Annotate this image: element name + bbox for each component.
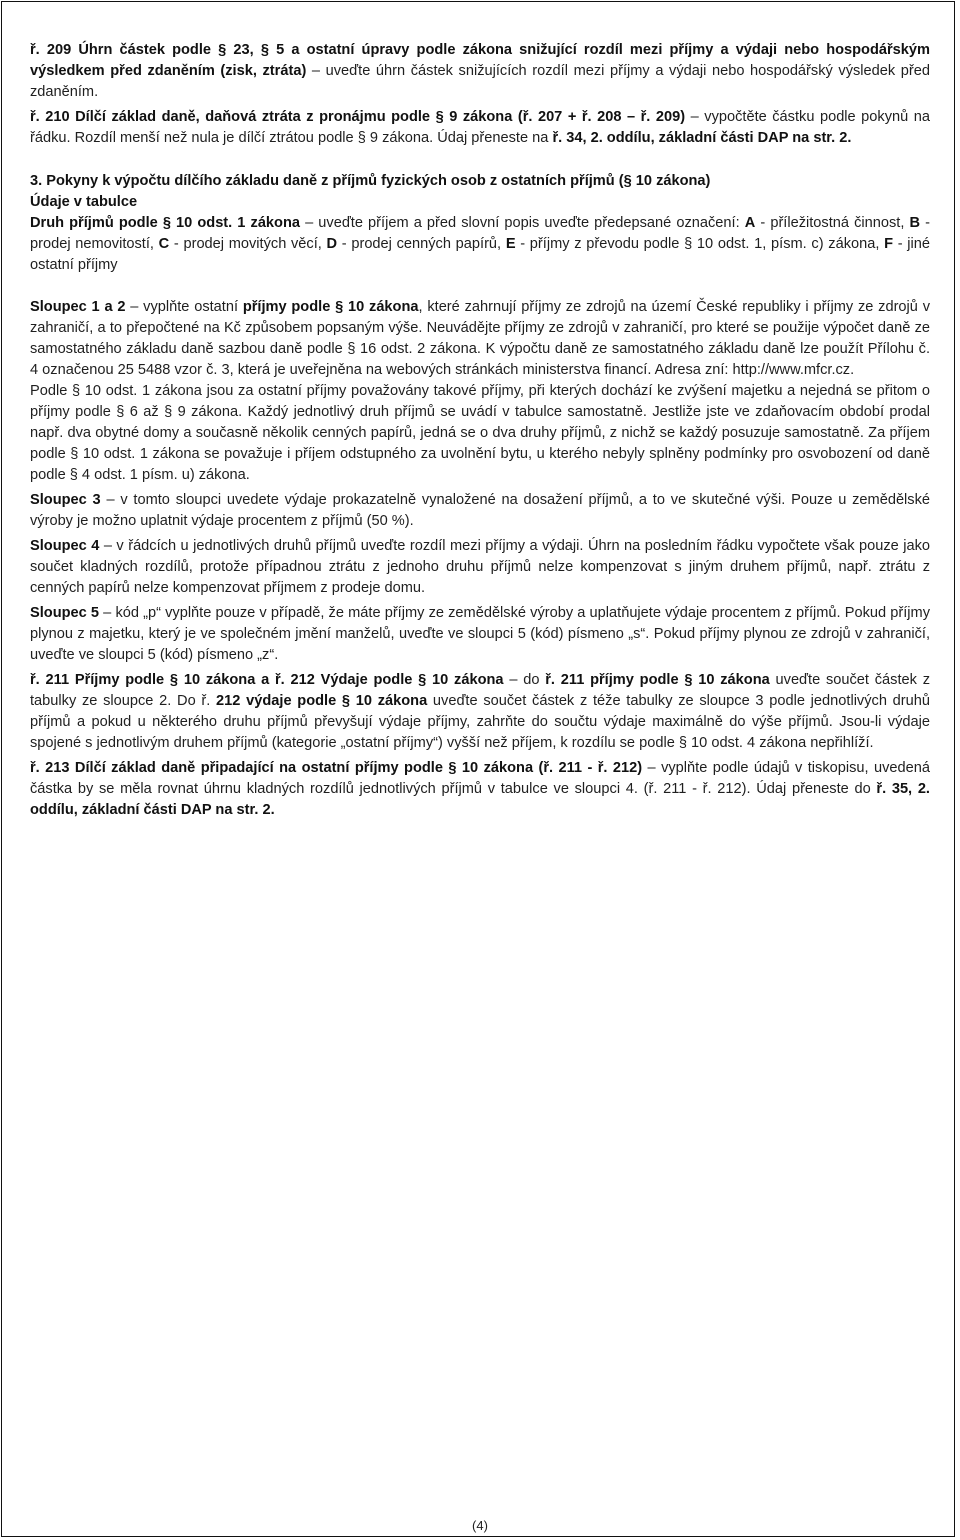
paragraph-sloupec-1-2 — [30, 297, 930, 381]
text-run: – v tomto sloupci uvedete výdaje prokazatelně vynaložené na dosažení příjmů, a to ve skutečné výši. Pouze u zemědělské výroby je možno uplatnit výdaje procentem z příjmů (50 %). — [30, 492, 931, 529]
bold-text: Sloupec 5 — [30, 605, 100, 621]
bold-text: ř. 210 Dílčí základ daně, daňová ztráta z pronájmu podle § 9 zákona (ř. 207 + ř. 208 – ř. 209) — [30, 109, 686, 125]
text-run: – vyplňte podle údajů v tiskopisu, uvedená částka by se měla rovnat úhrnu kladných rozdílů jednotlivých příjmů v tabulce ve sloupci 4. (ř. 211 - ř. 212). Údaj přeneste do — [30, 760, 930, 797]
bold-text: ř. 211 příjmy podle § 10 zákona — [545, 672, 770, 688]
text-run: - prodej nemovitostí, — [30, 215, 930, 252]
paragraph-podle-10-odst-1 — [30, 381, 930, 486]
paragraph-sloupec-3 — [30, 490, 930, 532]
bold-text: příjmy podle § 10 zákona — [242, 299, 419, 315]
paragraph-row-210 — [30, 107, 930, 149]
paragraph-row-211-212 — [30, 670, 930, 754]
text-run: uveďte součet částek z tabulky ze sloupce 2. Do ř. — [30, 672, 931, 709]
text-run: - prodej movitých věcí, — [169, 236, 327, 252]
text-run: uveďte součet částek z téže tabulky ze sloupce 3 podle jednotlivých druhů příjmů a pokud u některého druhu příjmů převyšují výdaje příjmy, zahrňte do součtu výdaje maximálně do výše příjmů. Jsou-li výdaje spojené s jednotlivým druhem příjmů (kategorie „ostatní příjmy“) vyšší než příjem, k rozdílu se podle § 10 odst. 4 zákona nepřihlíží. — [30, 693, 930, 751]
bold-text: Sloupec 4 — [30, 538, 100, 554]
text-run: – do — [503, 672, 546, 688]
bold-text: E — [505, 236, 516, 252]
bold-text: Druh příjmů podle § 10 odst. 1 zákona — [30, 215, 300, 231]
bold-text: F — [884, 236, 894, 252]
bold-text: ř. 35, 2. oddílu, základní části DAP na str. 2. — [30, 781, 930, 818]
bold-text: B — [909, 215, 921, 231]
text-run: – uveďte příjem a před slovní popis uveďte předepsané označení: — [300, 215, 745, 231]
paragraph-row-213 — [30, 758, 930, 821]
bold-text: A — [744, 215, 756, 231]
paragraph-sloupec-5 — [30, 603, 930, 666]
text-run: - příjmy z převodu podle § 10 odst. 1, písm. c) zákona, — [515, 236, 885, 252]
text-run: Podle § 10 odst. 1 zákona jsou za ostatní příjmy považovány takové příjmy, při kterých dochází ke zvýšení majetku a nejedná se přitom o příjmy podle § 6 až § 9 zákona. Každý jednotlivý druh příjmů se uvádí v tabulce samostatně. Jestliže jste ve zdaňovacím období prodal např. dva obytné domy a současně několik cenných papírů, jedná se o dva druhy příjmů, z nichž se každý posuzuje samostatně. Za příjem podle § 10 odst. 1 zákona se považuje i příjem odstupného za uvolnění bytu, u kterého nebyly splněny podmínky pro osvobození od daně podle § 4 odst. 1 písm. u) zákona. — [30, 383, 930, 483]
text-run: - prodej cenných papírů, — [337, 236, 506, 252]
text-run: - jiné ostatní příjmy — [30, 236, 930, 273]
page-number: (4) — [472, 1518, 488, 1533]
text-run: – vyplňte ostatní — [125, 299, 243, 315]
paragraph-section-3-heading — [30, 171, 930, 192]
bold-text: ř. 213 Dílčí základ daně připadající na ostatní příjmy podle § 10 zákona (ř. 211 - ř. 212) — [30, 760, 643, 776]
bold-text: Údaje v tabulce — [30, 194, 138, 210]
text-run: , které zahrnují příjmy ze zdrojů na území České republiky i příjmy ze zdrojů v zahraničí, a to přepočtené na Kč způsobem popsaným výše. Neuvádějte příjmy ze zdrojů v zahraničí, pro které se použije výpočet daně ze samostatného základu daně sazbou daně podle § 16 odst. 2 zákona. K výpočtu daně ze samostatného základu daně lze použít Přílohu č. 4 označenou 25 5488 vzor č. 3, která je uveřejněna na webových stránkách ministerstva financí. Adresa zní: http://www.mfcr.cz. — [30, 299, 930, 378]
bold-text: ř. 211 Příjmy podle § 10 zákona a ř. 212 Výdaje podle § 10 zákona — [30, 672, 504, 688]
bold-text: Sloupec 1 a 2 — [30, 299, 126, 315]
paragraph-table-data-heading — [30, 192, 930, 213]
paragraph-sloupec-4 — [30, 536, 930, 599]
text-run: - příležitostná činnost, — [755, 215, 910, 231]
bold-text: C — [158, 236, 170, 252]
text-run: – vypočtěte částku podle pokynů na řádku. Rozdíl menší než nula je dílčí ztrátou podle § 9 zákona. Údaj přeneste na — [30, 109, 930, 146]
text-run: – uveďte úhrn částek snižujících rozdíl mezi příjmy a výdaji nebo hospodářský výsledek před zdaněním. — [30, 63, 931, 100]
bold-text: Sloupec 3 — [30, 492, 101, 508]
text-run: – v řádcích u jednotlivých druhů příjmů uveďte rozdíl mezi příjmy a výdaji. Úhrn na posledním řádku vypočtete však pouze jako součet kladných rozdílů, protože případnou ztrátu z jednoho druhu příjmů nelze kompenzovat s jiným druhem příjmů, např. ztrátu z cenných papírů nelze kompenzovat příjmem z prodeje domu. — [30, 538, 930, 596]
bold-text: ř. 34, 2. oddílu, základní části DAP na str. 2. — [552, 130, 852, 146]
paragraph-row-209 — [30, 40, 930, 103]
bold-text: D — [326, 236, 338, 252]
paragraph-druh-prijmu — [30, 213, 930, 276]
instructions-body — [30, 40, 930, 821]
text-run: – kód „p“ vyplňte pouze v případě, že máte příjmy ze zemědělské výroby a uplatňujete výdaje procentem z příjmů. Pokud příjmy plynou z majetku, který je ve společném jmění manželů, uveďte ve sloupci 5 (kód) písmeno „s“. Pokud příjmy plynou ze zdrojů v zahraničí, uveďte ve sloupci 5 (kód) písmeno „z“. — [30, 605, 930, 663]
bold-text: 212 výdaje podle § 10 zákona — [216, 693, 428, 709]
bold-text: ř. 209 Úhrn částek podle § 23, § 5 a ostatní úpravy podle zákona snižující rozdíl mezi příjmy a výdaji nebo hospodářským výsledkem před zdaněním (zisk, ztráta) — [30, 42, 930, 79]
bold-text: 3. Pokyny k výpočtu dílčího základu daně z příjmů fyzických osob z ostatních příjmů (§ 10 zákona) — [30, 173, 711, 189]
